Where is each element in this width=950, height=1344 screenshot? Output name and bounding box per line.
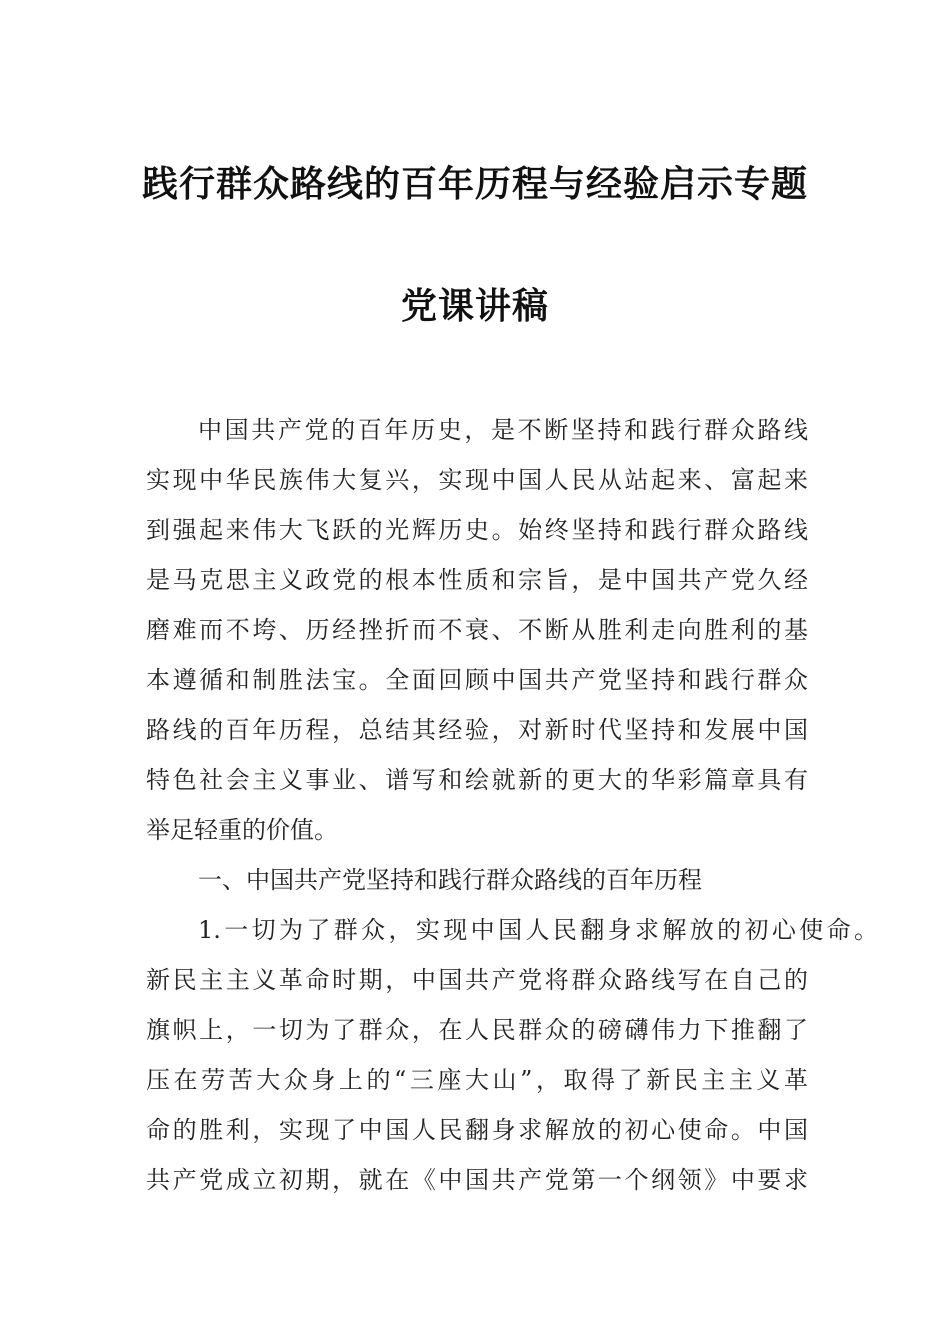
- paragraph-line: 压在劳苦大众身上的“三座大山”，取得了新民主主义革: [146, 1066, 808, 1094]
- subsection-heading: 1.一切为了群众，实现中国人民翻身求解放的初心使命。: [198, 916, 878, 944]
- paragraph-line: 共产党成立初期，就在《中国共产党第一个纲领》中要求: [146, 1166, 808, 1194]
- paragraph-line: 举足轻重的价值。: [146, 816, 338, 844]
- paragraph-line: 中国共产党的百年历史，是不断坚持和践行群众路线: [198, 416, 808, 444]
- paragraph-line: 新民主主义革命时期，中国共产党将群众路线写在自己的: [146, 966, 808, 994]
- document-title-line-1: 践行群众路线的百年历程与经验启示专题: [141, 164, 808, 205]
- section-heading: 一、中国共产党坚持和践行群众路线的百年历程: [198, 866, 702, 894]
- paragraph-line: 实现中华民族伟大复兴，实现中国人民从站起来、富起来: [146, 466, 808, 494]
- document-title-line-2: 党课讲稿: [400, 286, 549, 327]
- paragraph-line: 是马克思主义政党的根本性质和宗旨，是中国共产党久经: [146, 566, 808, 594]
- paragraph-line: 命的胜利，实现了中国人民翻身求解放的初心使命。中国: [146, 1116, 808, 1144]
- paragraph-line: 本遵循和制胜法宝。全面回顾中国共产党坚持和践行群众: [146, 666, 808, 694]
- paragraph-line: 旗帜上，一切为了群众，在人民群众的磅礴伟力下推翻了: [146, 1016, 808, 1044]
- paragraph-line: 特色社会主义事业、谱写和绘就新的更大的华彩篇章具有: [146, 766, 808, 794]
- paragraph-line: 到强起来伟大飞跃的光辉历史。始终坚持和践行群众路线: [146, 516, 808, 544]
- paragraph-line: 路线的百年历程，总结其经验，对新时代坚持和发展中国: [146, 716, 808, 744]
- paragraph-line: 磨难而不垮、历经挫折而不衰、不断从胜利走向胜利的基: [146, 616, 808, 644]
